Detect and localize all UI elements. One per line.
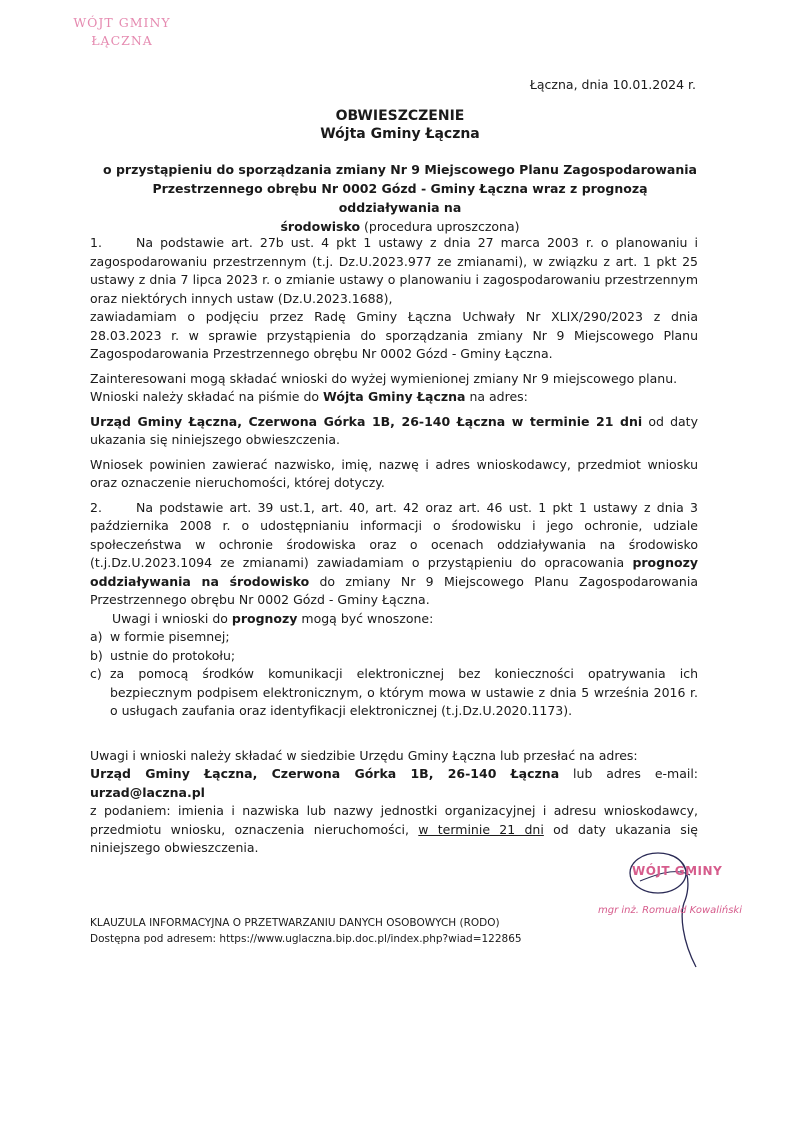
list-item [90, 628, 698, 647]
signature-stamp-title: WÓJT GMINY [632, 864, 723, 878]
section1-paragraph1 [90, 234, 698, 308]
closing-paragraph1: Uwagi i wnioski należy składać w siedzibie Urzędu Gminy Łączna lub przesłać na adres: [90, 747, 638, 763]
rodo-footer [90, 915, 570, 947]
p4-text: Wnioski należy składać na piśmie do [90, 389, 324, 404]
list-text: ustnie do protokołu; [110, 647, 236, 663]
list-item [90, 647, 698, 666]
list-mark: c) [90, 666, 102, 681]
section1-paragraph5 [90, 413, 698, 450]
list-text: za pomocą środków komunikacji elektronicznej bez konieczności opatrywania ich bezpiecznym podpisem elektronicznym, o którym mowa w ustawie z dnia 5 września 2016 r. o usługach zaufania oraz identyfikacji elektronicznej (t.j.Dz.U.2020.1173). [110, 666, 698, 718]
section1-paragraph2: zawiadamiam o podjęciu przez Radę Gminy Łączna Uchwały Nr XLIX/290/2023 z dnia 28.03.2023 r. w sprawie przystąpienia do sporządzania zmiany Nr 9 Miejscowego Planu Zagospodarowania Przestrzennego obrębu Nr 0002 Gózd - Gminy Łączna. [90, 309, 698, 361]
section1-paragraph6: Wniosek powinien zawierać nazwisko, imię, nazwę i adres wnioskodawcy, przedmiot wniosku oraz oznaczenie nieruchomości, której dotyczy. [90, 456, 698, 490]
rodo-title: KLAUZULA INFORMACYJNA O PRZETWARZANIU DANYCH OSOBOWYCH (RODO) [90, 917, 500, 929]
section1-number: 1. [90, 235, 102, 250]
p4-bold: Wójta Gminy Łączna [323, 389, 466, 404]
document-title: OBWIESZCZENIE [335, 108, 465, 124]
section1-legal-basis: Na podstawie art. 27b ust. 4 pkt 1 ustawy z dnia 27 marca 2003 r. o planowaniu i zagospodarowaniu przestrzennym (t.j. Dz.U.2023.977 ze zmianami), w związku z art. 1 pkt 25 ustawy z dnia 7 lipca 2023 r. o zmianie ustawy o planowaniu i zagospodarowaniu przestrzennym oraz niektórych innych ustaw (Dz.U.2023.1688), [90, 235, 698, 306]
subject-line1: o przystąpieniu do sporządzania zmiany Nr 9 Miejscowego Planu Zagospodarowania [103, 162, 697, 177]
section2-post: do zmiany Nr 9 Miejscowego Planu Zagospodarowania Przestrzennego obrębu Nr 0002 Gózd - Gminy Łączna. [90, 573, 698, 607]
signature-stamp-name: mgr inż. Romuald Kowaliński [598, 905, 742, 916]
closing-post: od daty ukazania się niniejszego obwieszczenia. [90, 821, 698, 855]
section2-number: 2. [90, 499, 102, 515]
s2p2-bold: prognozy [231, 610, 298, 626]
p5-address: Urząd Gminy Łączna, Czerwona Górka 1B, 26-140 Łączna w terminie 21 dni [90, 413, 643, 429]
subject-line3: środowisko [280, 219, 361, 234]
closing-paragraph2 [90, 765, 698, 802]
subject-procedure: (procedura uproszczona) [360, 219, 520, 234]
list-mark: b) [90, 647, 103, 663]
document-issuer: Wójta Gminy Łączna [320, 126, 480, 142]
list-mark: a) [90, 629, 103, 644]
closing-address: Urząd Gminy Łączna, Czerwona Górka 1B, 26-140 Łączna [90, 766, 560, 781]
section2-paragraph1 [90, 499, 698, 610]
header-stamp-line2: ŁĄCZNA [91, 33, 153, 48]
closing-mid: lub adres e-mail: [559, 766, 699, 781]
section1-paragraph3: Zainteresowani mogą składać wnioski do wyżej wymienionej zmiany Nr 9 miejscowego planu. [90, 370, 678, 386]
section2-bold: prognozy oddziaływania na środowisko [90, 555, 698, 589]
p4-post: na adres: [465, 389, 528, 404]
section2-legal-basis: Na podstawie art. 39 ust.1, art. 40, art. 42 oraz art. 46 ust. 1 pkt 1 ustawy z dnia 3 października 2008 r. o udostępnianiu informacji o środowisku i jego ochronie, udziale społeczeństwa w ochronie środowiska oraz o ocenach oddziaływania na środowisko (t.j.Dz.U.2023.1094 ze zmianami) zawiadamiam o przystąpieniu do opracowania [90, 499, 698, 570]
s2p2-pre: Uwagi i wnioski do [112, 610, 232, 626]
email-address: urzad@laczna.pl [90, 784, 205, 800]
s2p2-post: mogą być wnoszone: [297, 610, 434, 626]
closing-pre: z podaniem: imienia i nazwiska lub nazwy jednostki organizacyjnej i adresu wnioskodawcy, przedmiotu wniosku, oznaczenia nieruchomości, [90, 803, 698, 837]
document-body [90, 234, 698, 858]
document-date: Łączna, dnia 10.01.2024 r. [529, 77, 696, 92]
header-stamp-line1: WÓJT GMINY [73, 15, 171, 30]
subject-line2: Przestrzennego obrębu Nr 0002 Gózd - Gminy Łączna wraz z prognozą oddziaływania na [152, 181, 648, 215]
rodo-url: Dostępna pod adresem: https://www.uglaczna.bip.doc.pl/index.php?wiad=122865 [90, 933, 522, 945]
section1-paragraph4 [90, 388, 698, 407]
deadline-underlined: w terminie 21 dni [418, 821, 544, 837]
list-item [90, 665, 698, 721]
header-stamp [62, 14, 182, 50]
p5-post: od daty ukazania się niniejszego obwieszczenia. [90, 413, 698, 447]
document-subject [100, 160, 700, 236]
section2-paragraph2 [90, 610, 698, 629]
list-text: w formie pisemnej; [110, 629, 230, 644]
